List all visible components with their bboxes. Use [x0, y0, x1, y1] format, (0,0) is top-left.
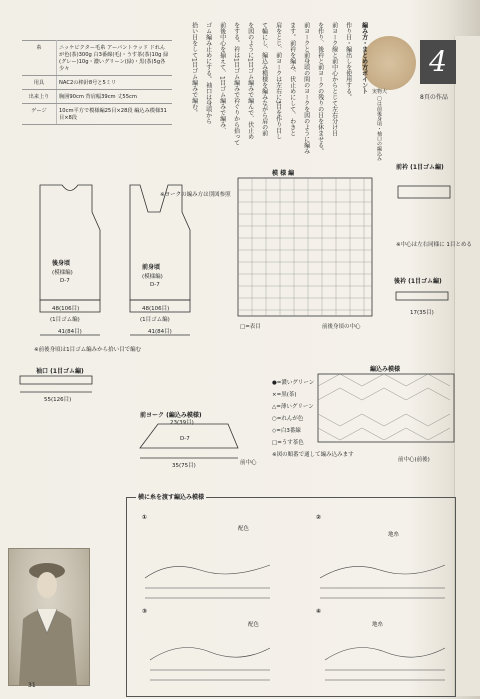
step-label: 配色: [248, 622, 260, 628]
color-chart-frame: [318, 374, 454, 442]
back-band-dim: 17(35目): [410, 310, 434, 316]
instructions-column: を図のように1目ゴム編みで編んで、伏止め: [246, 22, 254, 140]
back-band-outline: [396, 292, 448, 300]
instructions-column: をする。衿は1目ゴム編みで衿ぐりから拾って: [232, 22, 240, 146]
work-reference: 8頁の作品: [420, 94, 448, 101]
back-body-outline: [40, 185, 100, 300]
spec-value: ニッケビクター毛糸 アーバントラッド ドれんが色(茶)300g 白3番線(毛)・うす茶(茶)10g 緑(グレー)10g・濃いグリーン(緑)・黒(茶)5g各少々: [57, 41, 173, 76]
step-number: ①: [142, 514, 148, 521]
spec-key: ゲージ: [22, 104, 57, 125]
step-number: ④: [316, 608, 322, 615]
page-number: 31: [28, 682, 36, 689]
back-bottom-dim: 48(106目): [52, 306, 80, 312]
color-legend-item: ×=黒(茶): [272, 392, 297, 398]
instructions-column: 前後中心を揃えて、1目ゴム編みで編み、: [218, 22, 226, 134]
color-chart-motif: [318, 374, 450, 440]
yoke-note: ※ヨークの編み方は別図参照: [160, 192, 231, 198]
instructions-column: ます。前衿を編み、伏止めにして、わきと: [288, 22, 296, 136]
pattern-legend: □=表目: [240, 324, 261, 330]
pattern-chart-title: 模 様 編: [272, 170, 295, 177]
instructions-column: 作り目・編出しを使用する。: [344, 22, 352, 100]
front-pattern-label: (模様編): [142, 274, 163, 280]
back-band-title: 後衿 (1目ゴム編): [394, 278, 442, 285]
color-legend-item: ◇=白3番線: [272, 428, 301, 434]
pattern-grid-lines: [238, 178, 372, 316]
step-label: 地糸: [388, 532, 400, 538]
back-needle-label: D-7: [60, 278, 70, 284]
yoke-bottom-dim: 35(75目): [172, 463, 196, 469]
color-legend-item: ●=濃いグリーン: [272, 380, 315, 386]
instructions-column: ゴム編み止めにする。袖口は身頃から: [204, 22, 212, 124]
pattern-center-label: 前後身頃の中心: [322, 324, 361, 330]
step-number: ②: [316, 514, 322, 521]
color-legend-note: ※図の順番で通して編み込みます: [272, 452, 354, 458]
spec-key: 用具: [22, 76, 57, 90]
garment-photo: [8, 548, 90, 686]
step-number: ③: [142, 608, 148, 615]
yoke-top-dim: 23(39目): [170, 420, 194, 426]
pattern-grid-frame: [238, 178, 372, 316]
technique-box: [126, 497, 456, 697]
technique-title: 横に糸を渡す編込み模様: [138, 494, 205, 501]
front-needle-label: D-7: [150, 282, 160, 288]
swatch-label: 実物大: [372, 89, 388, 95]
front-band-note: ※中心は左右同様に 1目とめる: [396, 242, 472, 248]
cuff-outline: [20, 376, 92, 384]
instructions-column: を作り、後衿と前ヨークの残りの目を休ませる。: [316, 22, 324, 154]
instructions-title: 編み方・まとめ方ポイント: [360, 22, 368, 94]
color-chart-title: 編込み模様: [370, 366, 401, 373]
back-width-dim: 41(84目): [58, 329, 82, 335]
body-bottom-note: ※前後身頃は1目ゴム編みから拾い目で編む: [34, 347, 142, 353]
front-body-label: 前身頃: [142, 264, 161, 271]
cuff-dim: 55(126目): [44, 397, 72, 403]
instructions-column: て輪にし、編込み模様を編みながら肩の前: [260, 22, 268, 136]
cuff-title: 袖口 (1目ゴム編): [36, 368, 84, 375]
spec-value: 胸囲90cm 背肩幅39cm 丈55cm: [57, 90, 173, 104]
spec-key: 糸: [22, 41, 57, 76]
step-label: 地糸: [372, 622, 384, 628]
spec-key: 出来上り: [22, 90, 57, 104]
instructions-column: 前ヨークと前身頃の間のヨークを図のように編み: [302, 22, 310, 154]
spec-value: 10cm平方で模様編25目×28段 編込み模様31目×8段: [57, 104, 173, 125]
yoke-needle-label: D-7: [180, 436, 190, 442]
yoke-center-label: 前中心: [240, 460, 257, 466]
model-silhouette-image: [9, 549, 89, 685]
instructions-column: 拾い目をして1目ゴム編みで編む。: [190, 22, 198, 116]
side-note: 〇は前後身頃・袖口の編込み: [376, 96, 382, 161]
yoke-title: 前ヨーク (編込み模様): [140, 412, 202, 419]
back-body-label: 後身頃: [52, 260, 71, 267]
spec-value: NAC2の棒針8号と5ミリ: [57, 76, 173, 90]
front-body-outline: [130, 185, 190, 300]
front-bottom-dim: 48(106目): [142, 306, 170, 312]
instructions-column: 肩をとじ、前ヨークは左右に3目を作り目し: [274, 22, 282, 140]
color-legend-item: △=薄いグリーン: [272, 404, 314, 410]
color-legend-item: ○=れんが色: [272, 416, 304, 422]
color-center-label: 前中心(前後): [398, 457, 430, 463]
front-width-dim: 41(84目): [148, 329, 172, 335]
front-rib-label: (1目ゴム編): [140, 317, 170, 323]
step-label: 配色: [238, 526, 250, 532]
section-number: 4: [420, 40, 456, 84]
front-band-outline: [398, 186, 450, 198]
back-pattern-label: (模様編): [52, 270, 73, 276]
front-band-title: 前衿 (1目ゴム編): [396, 164, 444, 171]
instructions-column: 前ヨーク線と前中心からとじて左右分け目: [330, 22, 338, 136]
back-rib-label: (1目ゴム編): [50, 317, 80, 323]
color-legend-item: □=うす茶色: [272, 440, 304, 446]
